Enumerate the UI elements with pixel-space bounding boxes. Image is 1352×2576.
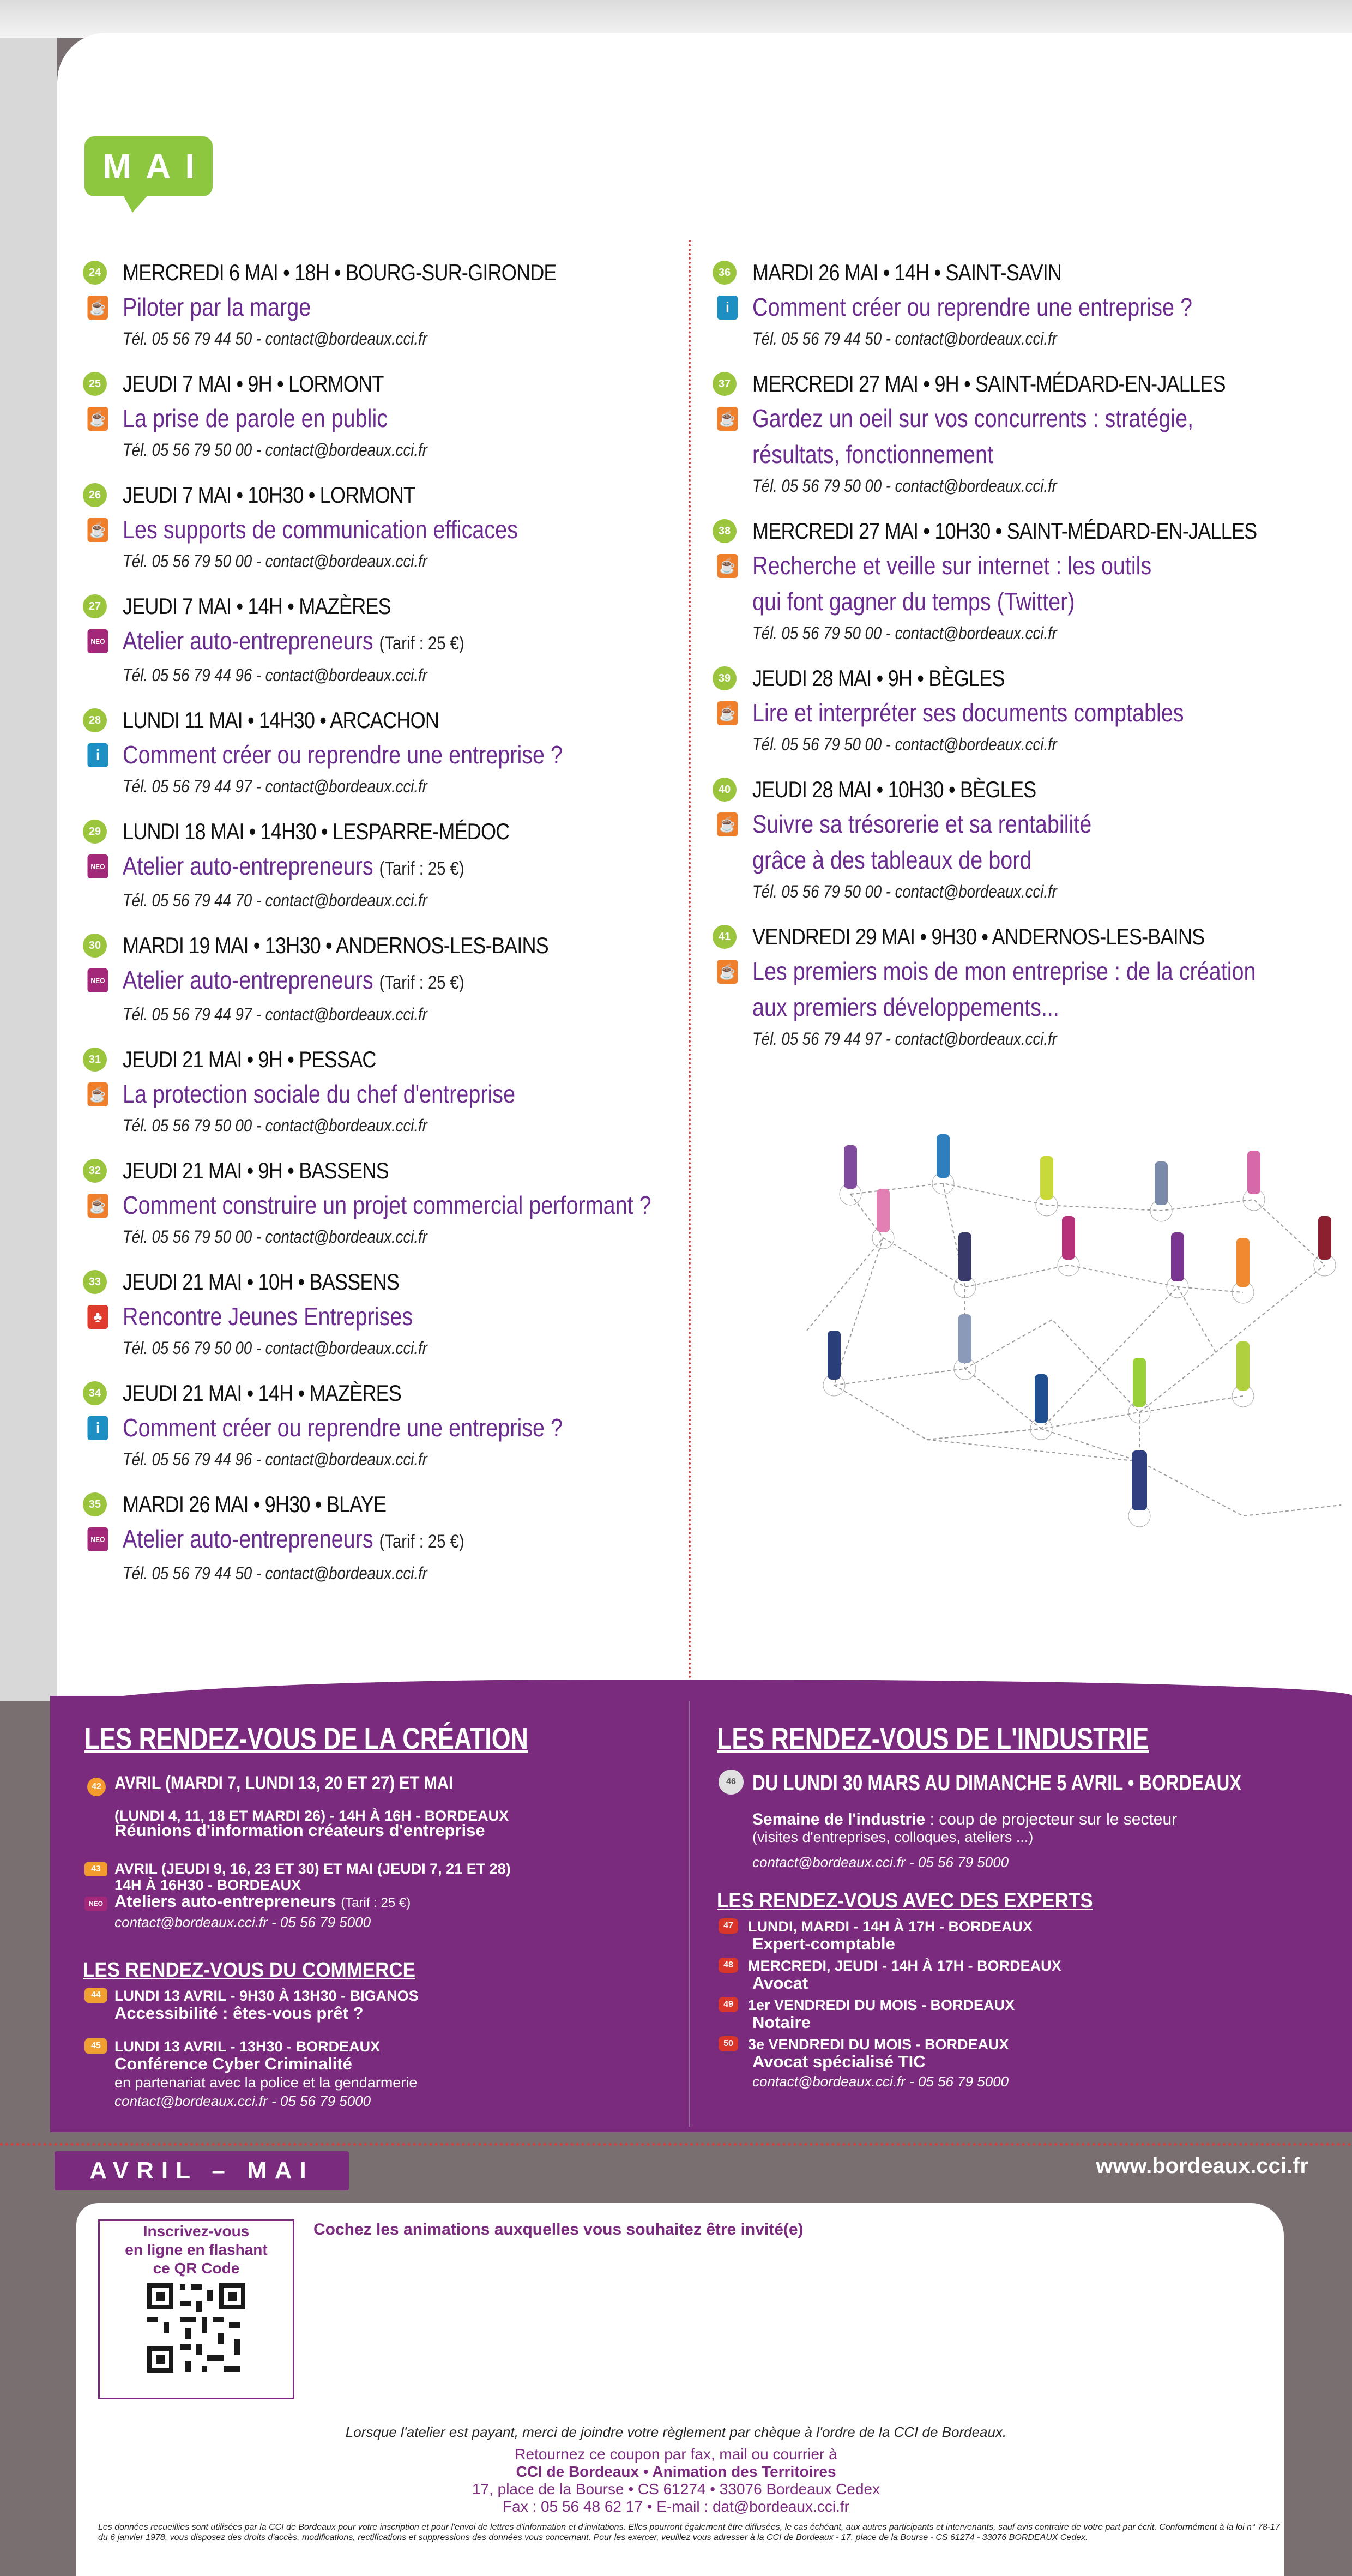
workshop-icon: ☕ (88, 296, 108, 320)
event-contact: Tél. 05 56 79 50 00 - contact@bordeaux.cci.fr (752, 735, 1057, 754)
event-title: NEO Atelier auto-entrepreneurs (Tarif : 25 €) (123, 962, 608, 1001)
event-title: ☕ Gardez un oeil sur vos concurrents : stratégie, (752, 400, 1233, 436)
event-number-badge: 42 (87, 1778, 106, 1796)
workshop-icon: ☕ (88, 407, 108, 431)
commerce-45-subtitle: en partenariat avec la police et la gendarmerie (114, 2074, 418, 2091)
event-item (82, 590, 687, 689)
event-title-line2: résultats, fonctionnement (752, 440, 993, 468)
event-item (82, 704, 687, 800)
experts-contact: contact@bordeaux.cci.fr - 05 56 79 5000 (752, 2073, 1009, 2090)
event-title: ☕ Les premiers mois de mon entreprise : de la création (752, 953, 1233, 989)
workshop-icon: ☕ (88, 1194, 108, 1218)
event-contact: Tél. 05 56 79 44 96 - contact@bordeaux.cci.fr (123, 1449, 427, 1469)
return-organization: CCI de Bordeaux • Animation des Territoires (516, 2463, 836, 2480)
event-number-badge: 49 (719, 1997, 738, 2012)
event-price: (Tarif : 25 €) (379, 1531, 464, 1552)
qr-caption-1: Inscrivez-vous (143, 2223, 250, 2240)
auto-entrepreneur-icon: NEO (88, 968, 108, 992)
left-event-column (82, 256, 687, 1602)
meeting-icon: ♣ (88, 1305, 108, 1329)
event-title: NEO Atelier auto-entrepreneurs (Tarif : 25 €) (123, 1521, 608, 1560)
event-date: MARDI 19 MAI • 13H30 • ANDERNOS-LES-BAINS (123, 932, 548, 958)
event-date: JEUDI 28 MAI • 9H • BÈGLES (752, 665, 1005, 691)
auto-entrepreneur-icon: NEO (88, 1527, 108, 1551)
qr-code-icon (142, 2279, 251, 2377)
event-contact: Tél. 05 56 79 44 97 - contact@bordeaux.cci.fr (752, 1029, 1057, 1049)
expert-type: Notaire (752, 2013, 811, 2032)
event-title: NEO Atelier auto-entrepreneurs (Tarif : 25 €) (123, 623, 608, 661)
event-contact: Tél. 05 56 79 50 00 - contact@bordeaux.cci.fr (123, 1338, 427, 1358)
qr-caption-3: ce QR Code (153, 2260, 240, 2277)
event-contact: Tél. 05 56 79 50 00 - contact@bordeaux.cci.fr (752, 476, 1057, 496)
workshop-icon: ☕ (717, 812, 738, 836)
legal-notice: Les données recueillies sont utilisées par la CCI de Bordeaux pour votre inscription et pour l'envoi de lettres d'information et d'invitations. Elles pourront également être diffusées, le cas échéant, aux autres participants et intervenants, sauf avis contraire de votre part par écrit. Conformément à la loi n° 78-17 du 6 janvier 1978, vous disposez des droits d'accès, modifications, rectifications et suppressions des données vous concernant. Pour les exercer, veuillez vous adresser à la CCI de Bordeaux - 17, place de la Bourse - CS 61274 - 33076 BORDEAUX Cedex. (98, 2523, 1280, 2542)
people-network-illustration (785, 1123, 1352, 1647)
event-title: ☕ Suivre sa trésorerie et sa rentabilité (752, 806, 1233, 842)
event-date: JEUDI 21 MAI • 9H • PESSAC (123, 1046, 376, 1072)
event-contact: Tél. 05 56 79 50 00 - contact@bordeaux.cci.fr (752, 623, 1057, 643)
event-date: JEUDI 21 MAI • 14H • MAZÈRES (123, 1380, 402, 1406)
event-date: JEUDI 21 MAI • 9H • BASSENS (123, 1158, 389, 1183)
event-title: ☕ La protection sociale du chef d'entreprise (123, 1076, 608, 1112)
event-title: ☕ Recherche et veille sur internet : les outils (752, 547, 1233, 583)
event-contact: Tél. 05 56 79 50 00 - contact@bordeaux.cci.fr (123, 440, 427, 460)
event-date: MARDI 26 MAI • 14H • SAINT-SAVIN (752, 260, 1062, 285)
event-number-badge: 43 (84, 1862, 107, 1876)
event-item (711, 920, 1311, 1052)
expert-schedule: 3e VENDREDI DU MOIS - BORDEAUX (748, 2036, 1009, 2053)
event-number-badge: 45 (84, 2038, 107, 2054)
website-link[interactable]: www.bordeaux.cci.fr (1096, 2154, 1308, 2178)
event-number-badge: 28 (83, 708, 107, 732)
event-number-badge: 40 (713, 778, 737, 802)
commerce-45-contact: contact@bordeaux.cci.fr - 05 56 79 5000 (114, 2093, 371, 2109)
workshop-icon: ☕ (717, 407, 738, 431)
experts-heading: LES RENDEZ-VOUS AVEC DES EXPERTS (717, 1889, 1093, 1912)
creation-42-title: Réunions d'information créateurs d'entreprise (114, 1821, 485, 1840)
industrie-46-date: DU LUNDI 30 MARS AU DIMANCHE 5 AVRIL • BORDEAUX (752, 1771, 1242, 1795)
event-contact: Tél. 05 56 79 44 96 - contact@bordeaux.cci.fr (123, 665, 427, 685)
event-contact: Tél. 05 56 79 44 97 - contact@bordeaux.cci.fr (123, 1004, 427, 1024)
event-item (82, 815, 687, 914)
event-date: JEUDI 7 MAI • 14H • MAZÈRES (123, 593, 391, 619)
event-date: JEUDI 7 MAI • 10H30 • LORMONT (123, 482, 415, 508)
event-item (711, 662, 1311, 758)
event-contact: Tél. 05 56 79 44 70 - contact@bordeaux.cci.fr (123, 890, 427, 910)
event-contact: Tél. 05 56 79 44 50 - contact@bordeaux.cci.fr (123, 1563, 427, 1583)
right-event-column (711, 256, 1311, 1068)
return-address: 17, place de la Bourse • CS 61274 • 33076 Bordeaux Cedex (472, 2481, 880, 2497)
event-number-badge: 35 (83, 1492, 107, 1516)
event-title: i Comment créer ou reprendre une entreprise ? (123, 1410, 608, 1446)
auto-entrepreneur-icon: NEO (88, 629, 108, 653)
event-date: LUNDI 18 MAI • 14H30 • LESPARRE-MÉDOC (123, 818, 510, 844)
event-date: JEUDI 21 MAI • 10H • BASSENS (123, 1269, 400, 1295)
workshop-icon: ☕ (717, 701, 738, 725)
event-number-badge: 32 (83, 1159, 107, 1183)
workshop-icon: ☕ (88, 1082, 108, 1106)
info-icon: i (88, 1416, 108, 1440)
event-number-badge: 36 (713, 261, 737, 285)
payment-note: Lorsque l'atelier est payant, merci de joindre votre règlement par chèque à l'ordre de la CCI de Bordeaux. (345, 2424, 1007, 2440)
auto-entrepreneur-icon: NEO (88, 854, 108, 878)
event-item (711, 515, 1311, 647)
event-number-badge: 33 (83, 1270, 107, 1294)
event-title: ☕ Comment construire un projet commercial performant ? (123, 1187, 608, 1223)
event-number-badge: 30 (83, 934, 107, 958)
workshop-icon: ☕ (717, 554, 738, 578)
return-instruction: Retournez ce coupon par fax, mail ou courrier à (515, 2446, 837, 2463)
banner-divider (689, 1701, 690, 2127)
creation-43-time: 14H À 16H30 - BORDEAUX (114, 1877, 301, 1893)
event-contact: Tél. 05 56 79 44 50 - contact@bordeaux.cci.fr (752, 329, 1057, 348)
industrie-46-contact: contact@bordeaux.cci.fr - 05 56 79 5000 (752, 1854, 1009, 1870)
event-date: VENDREDI 29 MAI • 9H30 • ANDERNOS-LES-BAINS (752, 924, 1205, 949)
creation-43-date: AVRIL (JEUDI 9, 16, 23 ET 30) ET MAI (JEUDI 7, 21 ET 28) (114, 1861, 511, 1877)
event-date: MERCREDI 27 MAI • 10H30 • SAINT-MÉDARD-EN-JALLES (752, 518, 1257, 544)
event-title: ☕ Piloter par la marge (123, 289, 608, 325)
event-number-badge: 50 (719, 2036, 738, 2051)
event-price: (Tarif : 25 €) (379, 972, 464, 993)
period-badge: AVRIL – MAI (55, 2151, 349, 2190)
info-icon: i (717, 296, 738, 320)
expert-type: Expert-comptable (752, 1934, 895, 1953)
commerce-44-date: LUNDI 13 AVRIL - 9H30 À 13H30 - BIGANOS (114, 1988, 419, 2004)
event-item (82, 479, 687, 575)
event-number-badge: 46 (719, 1770, 744, 1795)
industrie-46-title: Semaine de l'industrie : coup de projecteur sur le secteur (752, 1810, 1178, 1828)
event-contact: Tél. 05 56 79 50 00 - contact@bordeaux.cci.fr (123, 1116, 427, 1135)
info-icon: i (88, 743, 108, 767)
event-title: ☕ La prise de parole en public (123, 400, 608, 436)
creation-43-title: Ateliers auto-entrepreneurs (Tarif : 25 €) (114, 1892, 411, 1911)
expert-type: Avocat (752, 1973, 808, 1993)
event-title: NEO Atelier auto-entrepreneurs (Tarif : 25 €) (123, 848, 608, 887)
event-number-badge: 39 (713, 666, 737, 690)
event-item (711, 368, 1311, 499)
event-title: i Comment créer ou reprendre une entreprise ? (752, 289, 1233, 325)
checkbox-instruction: Cochez les animations auxquelles vous souhaitez être invité(e) (313, 2220, 804, 2238)
creation-42-time: (LUNDI 4, 11, 18 ET MARDI 26) - 14H À 16H - BORDEAUX (114, 1808, 509, 1824)
event-item (82, 1154, 687, 1250)
event-price: (Tarif : 25 €) (379, 858, 464, 879)
month-badge: MAI (84, 136, 213, 196)
event-title: ☕ Les supports de communication efficaces (123, 511, 608, 547)
expert-schedule: LUNDI, MARDI - 14H À 17H - BORDEAUX (748, 1918, 1033, 1935)
event-number-badge: 25 (83, 372, 107, 396)
dotted-separator (0, 2143, 1352, 2146)
event-contact: Tél. 05 56 79 44 50 - contact@bordeaux.cci.fr (123, 329, 427, 348)
workshop-icon: ☕ (717, 960, 738, 984)
creation-heading: LES RENDEZ-VOUS DE LA CRÉATION (84, 1721, 528, 1755)
workshop-icon: ☕ (88, 518, 108, 542)
event-number-badge: 34 (83, 1381, 107, 1405)
event-item (711, 256, 1311, 352)
event-item (82, 1377, 687, 1473)
event-item (711, 773, 1311, 905)
event-title-line2: aux premiers développements... (752, 993, 1059, 1021)
left-margin (0, 0, 57, 1701)
event-item (82, 1043, 687, 1139)
commerce-45-title: Conférence Cyber Criminalité (114, 2054, 352, 2073)
qr-code-box[interactable] (98, 2219, 294, 2399)
event-date: JEUDI 28 MAI • 10H30 • BÈGLES (752, 777, 1036, 802)
event-number-badge: 44 (84, 1988, 107, 2003)
commerce-45-date: LUNDI 13 AVRIL - 13H30 - BORDEAUX (114, 2038, 381, 2055)
auto-entrepreneur-icon: NEO (84, 1897, 107, 1911)
event-title: i Comment créer ou reprendre une entreprise ? (123, 737, 608, 773)
event-number-badge: 41 (713, 925, 737, 949)
event-number-badge: 47 (719, 1918, 738, 1934)
return-contact: Fax : 05 56 48 62 17 • E-mail : dat@bordeaux.cci.fr (503, 2498, 849, 2515)
event-number-badge: 31 (83, 1048, 107, 1072)
event-number-badge: 29 (83, 820, 107, 844)
expert-schedule: 1er VENDREDI DU MOIS - BORDEAUX (748, 1997, 1015, 2013)
event-number-badge: 48 (719, 1958, 738, 1973)
industrie-heading: LES RENDEZ-VOUS DE L'INDUSTRIE (717, 1721, 1149, 1755)
event-number-badge: 26 (83, 483, 107, 507)
event-item (82, 1488, 687, 1587)
creation-43-contact: contact@bordeaux.cci.fr - 05 56 79 5000 (114, 1914, 371, 1930)
event-title-line2: grâce à des tableaux de bord (752, 846, 1032, 874)
event-price: (Tarif : 25 €) (379, 633, 464, 654)
commerce-heading: LES RENDEZ-VOUS DU COMMERCE (83, 1959, 415, 1982)
event-contact: Tél. 05 56 79 50 00 - contact@bordeaux.cci.fr (123, 1227, 427, 1247)
event-contact: Tél. 05 56 79 50 00 - contact@bordeaux.cci.fr (752, 882, 1057, 901)
event-date: MERCREDI 27 MAI • 9H • SAINT-MÉDARD-EN-JALLES (752, 371, 1226, 396)
event-item (82, 256, 687, 352)
creation-42-date: AVRIL (MARDI 7, LUNDI 13, 20 ET 27) ET MAI (114, 1773, 454, 1793)
qr-caption-2: en ligne en flashant (125, 2241, 268, 2258)
event-date: LUNDI 11 MAI • 14H30 • ARCACHON (123, 707, 439, 733)
event-title-line2: qui font gagner du temps (Twitter) (752, 587, 1075, 616)
event-title: ☕ Lire et interpréter ses documents comptables (752, 695, 1233, 731)
event-contact: Tél. 05 56 79 44 97 - contact@bordeaux.cci.fr (123, 777, 427, 796)
event-title: ♣ Rencontre Jeunes Entreprises (123, 1298, 608, 1334)
event-item (82, 368, 687, 464)
event-number-badge: 38 (713, 519, 737, 543)
commerce-44-title: Accessibilité : êtes-vous prêt ? (114, 2003, 364, 2023)
event-number-badge: 27 (83, 594, 107, 618)
event-date: MARDI 26 MAI • 9H30 • BLAYE (123, 1491, 387, 1517)
event-item (82, 929, 687, 1028)
event-contact: Tél. 05 56 79 50 00 - contact@bordeaux.cci.fr (123, 551, 427, 571)
column-divider (689, 240, 691, 1680)
event-date: JEUDI 7 MAI • 9H • LORMONT (123, 371, 384, 396)
event-date: MERCREDI 6 MAI • 18H • BOURG-SUR-GIRONDE (123, 260, 557, 285)
expert-type: Avocat spécialisé TIC (752, 2052, 926, 2071)
industrie-46-details: (visites d'entreprises, colloques, ateliers ...) (752, 1829, 1034, 1845)
event-number-badge: 37 (713, 372, 737, 396)
event-item (82, 1266, 687, 1362)
expert-schedule: MERCREDI, JEUDI - 14H À 17H - BORDEAUX (748, 1958, 1061, 1974)
event-number-badge: 24 (83, 261, 107, 285)
